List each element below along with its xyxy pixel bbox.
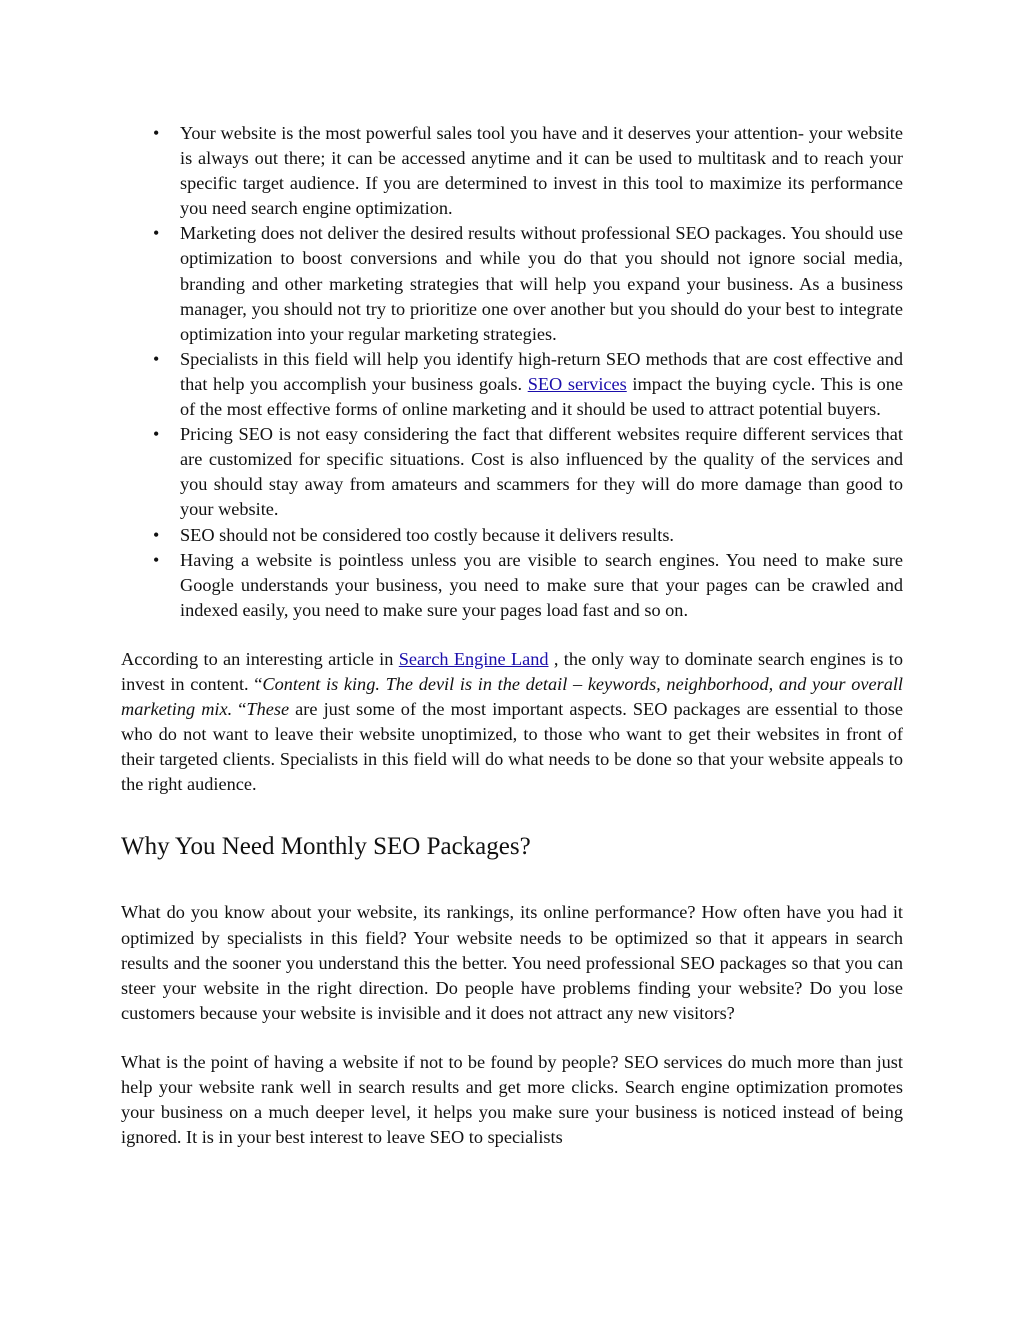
bullet-icon: •	[153, 524, 160, 545]
bullet-icon: •	[153, 424, 160, 445]
body-paragraph: What do you know about your website, its rankings, its online performance? How often have you had it optimized by specialists in this field? Your website needs to be optimized so that it appears in search results and the sooner you understand this the better. You need professional SEO packages so that you can steer your website in the right direction. Do people have problems finding your website? Do you lose customers because your website is invisible and it does not attract any new visitors?	[121, 902, 903, 1023]
bullet-icon: •	[153, 223, 160, 244]
list-item-text: impact the buying cycle. This is one of the most effective forms of online marketing and it should be used to attract potential buyers.	[180, 373, 903, 420]
article-paragraph	[121, 647, 903, 798]
bullet-list	[121, 121, 903, 623]
list-item	[121, 347, 903, 422]
paragraph-text: , the only way to dominate search engines is to invest in content. “	[121, 648, 903, 694]
document-page	[121, 121, 903, 1150]
list-item-text: Marketing does not deliver the desired results without professional SEO packages. You should use optimization to boost conversions and while you do that you should not ignore social media, branding and other marketing strategies that will help you expand your business. As a business manager, you should not try to prioritize one over another but you should do your best to integrate optimization into your regular marketing strategies.	[180, 223, 903, 344]
section-heading: Why You Need Monthly SEO Packages?	[121, 833, 531, 861]
paragraph-text: “	[232, 699, 247, 720]
list-item	[121, 422, 903, 522]
body-paragraph: What is the point of having a website if not to be found by people? SEO services do much more than just help your website rank well in search results and get more clicks. Search engine optimization promotes your business on a much deeper level, it helps you make sure your business is noticed instead of being ignored. It is in your best interest to leave SEO to specialists	[121, 1051, 903, 1148]
list-item-text: SEO should not be considered too costly because it delivers results.	[180, 524, 675, 545]
list-item	[121, 221, 903, 346]
bullet-icon: •	[153, 348, 160, 369]
list-item-text: Specialists in this field will help you identify high-return SEO methods that are cost effective and that help you accomplish your business goals.	[180, 348, 903, 394]
bullet-icon: •	[153, 549, 160, 570]
seo-services-link[interactable]: SEO services	[527, 373, 627, 394]
list-item	[121, 121, 903, 221]
paragraph-text: According to an interesting article in	[121, 648, 399, 669]
list-item	[121, 523, 903, 548]
list-item-text: Pricing SEO is not easy considering the fact that different websites require different services that are customized for specific situations. Cost is also influenced by the quality of the services and you should stay away from amateurs and scammers for they will do more damage than good to your website.	[180, 424, 903, 520]
italic-these: These	[246, 699, 290, 720]
paragraph-text: are just some of the most important aspects. SEO packages are essential to those who do not want to leave their website unoptimized, to those who want to get their websites in front of their targeted clients. Specialists in this field will do what needs to be done so that your website appeals to the right audience.	[121, 699, 903, 795]
search-engine-land-link[interactable]: Search Engine Land	[398, 648, 549, 669]
italic-quote: Content is king. The devil is in the detail – keywords, neighborhood, and your overall marketing mix.	[121, 673, 903, 720]
list-item-text: Having a website is pointless unless you are visible to search engines. You need to make sure Google understands your business, you need to make sure that your pages can be crawled and indexed easily, you need to make sure your pages load fast and so on.	[180, 549, 903, 620]
bullet-icon: •	[153, 123, 160, 143]
list-item	[121, 548, 903, 623]
list-item-text: Your website is the most powerful sales tool you have and it deserves your attention- your website is always out there; it can be accessed anytime and it can be used to multitask and to reach your specific target audience. If you are determined to invest in this tool to maximize its performance you need search engine optimization.	[180, 123, 903, 219]
